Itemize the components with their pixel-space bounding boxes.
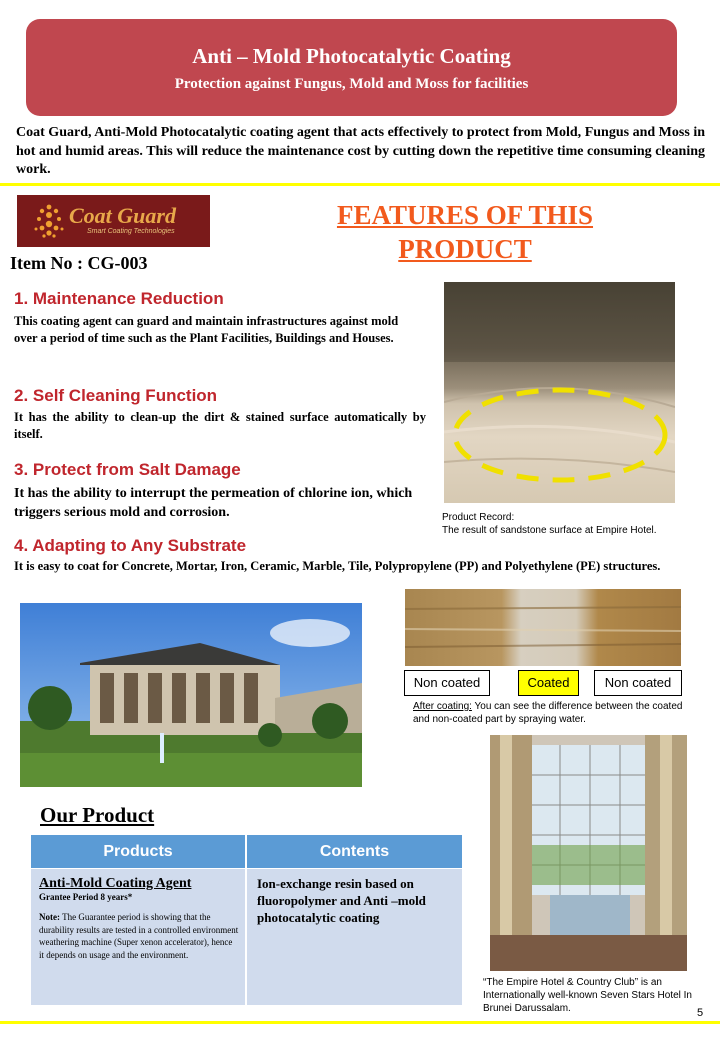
feature-2-heading: 2. Self Cleaning Function — [14, 386, 218, 405]
coat-guard-logo — [17, 195, 210, 247]
banner-subtitle: Protection against Fungus, Mold and Moss for facilities — [174, 76, 529, 92]
hotel-lobby-image — [490, 735, 687, 971]
banner-title: Anti – Mold Photocatalytic Coating — [192, 44, 511, 68]
logo-dots-icon — [29, 201, 69, 241]
contents-text: Ion-exchange resin based on fluoropolymer and Anti –mold photocatalytic coating — [257, 876, 426, 925]
page-number: 5 — [697, 1007, 704, 1019]
product-record-caption — [442, 511, 702, 537]
item-number: Item No : CG-003 — [10, 253, 148, 273]
feature-4-body: It is easy to coat for Concrete, Mortar, Iron, Ceramic, Marble, Tile, Polypropylene (PP) and Polyethylene (PE) structures. — [14, 559, 661, 573]
table-header-products: Products — [31, 835, 245, 868]
feature-1-heading: 1. Maintenance Reduction — [14, 289, 224, 308]
after-coating-text: You can see the difference between the coated and non-coated part by spraying water. — [413, 701, 683, 725]
empire-hotel-caption: “The Empire Hotel & Country Club” is an Internationally well-known Seven Stars Hotel In Brunei Darussalam. — [483, 977, 692, 1014]
feature-4-heading: 4. Adapting to Any Substrate — [14, 536, 247, 555]
feature-3-heading: 3. Protect from Salt Damage — [14, 460, 241, 479]
features-title-line1: FEATURES OF THIS — [336, 200, 594, 230]
our-product-heading: Our Product — [40, 803, 155, 827]
product-record-text: The result of sandstone surface at Empire Hotel. — [442, 525, 657, 536]
after-coating-caption — [413, 700, 693, 726]
logo-tagline: Smart Coating Technologies — [87, 228, 175, 235]
intro-paragraph: Coat Guard, Anti-Mold Photocatalytic coating agent that acts effectively to protect from Mold, Fungus and Moss in hot and humid areas. This will reduce the maintenance cost by cutting down the repetitive time consuming cleaning work. — [16, 125, 705, 177]
table-cell-contents — [247, 869, 462, 1005]
table-header-contents: Contents — [247, 835, 462, 868]
feature-3-body: It has the ability to interrupt the permeation of chlorine ion, which triggers serious mold and corrosion. — [14, 486, 413, 520]
hotel-lobby-photo — [490, 735, 687, 971]
features-title — [300, 198, 630, 266]
label-non-coated-left: Non coated — [404, 670, 490, 696]
label-coated: Coated — [518, 670, 579, 696]
after-coating-lead: After coating: — [413, 701, 472, 712]
coating-comparison-photo — [405, 589, 681, 666]
note-label: Note: — [39, 912, 60, 922]
feature-1-body: This coating agent can guard and maintain infrastructures against mold over a period of time such as the Plant Facilities, Buildings and Houses. — [14, 314, 399, 345]
empire-hotel-image — [20, 603, 362, 787]
product-name: Anti-Mold Coating Agent — [39, 876, 192, 891]
divider-top — [0, 183, 720, 186]
logo-name: Coat Guard — [69, 203, 176, 228]
label-non-coated-right: Non coated — [594, 670, 682, 696]
divider-bottom — [0, 1021, 720, 1024]
table-cell-product — [31, 869, 245, 1005]
coating-comparison-image — [405, 589, 681, 666]
empire-hotel-photo — [20, 603, 362, 787]
features-title-line2: PRODUCT — [398, 234, 532, 264]
grantee-period: Grantee Period 8 years* — [39, 892, 133, 902]
wall-highlight-ellipse — [444, 282, 675, 503]
sandstone-wall-photo — [444, 282, 675, 503]
header-banner — [26, 19, 677, 116]
product-table — [31, 835, 462, 1005]
product-record-label: Product Record: — [442, 512, 515, 523]
feature-2-body: It has the ability to clean-up the dirt & stained surface automatically by itself. — [14, 410, 426, 441]
note-text: The Guarantee period is showing that the durability results are tested in a controlled environment weathering machine (Super xenon accelerator), hence it depends on usage and the environment. — [39, 912, 239, 960]
guarantee-note — [39, 911, 239, 961]
